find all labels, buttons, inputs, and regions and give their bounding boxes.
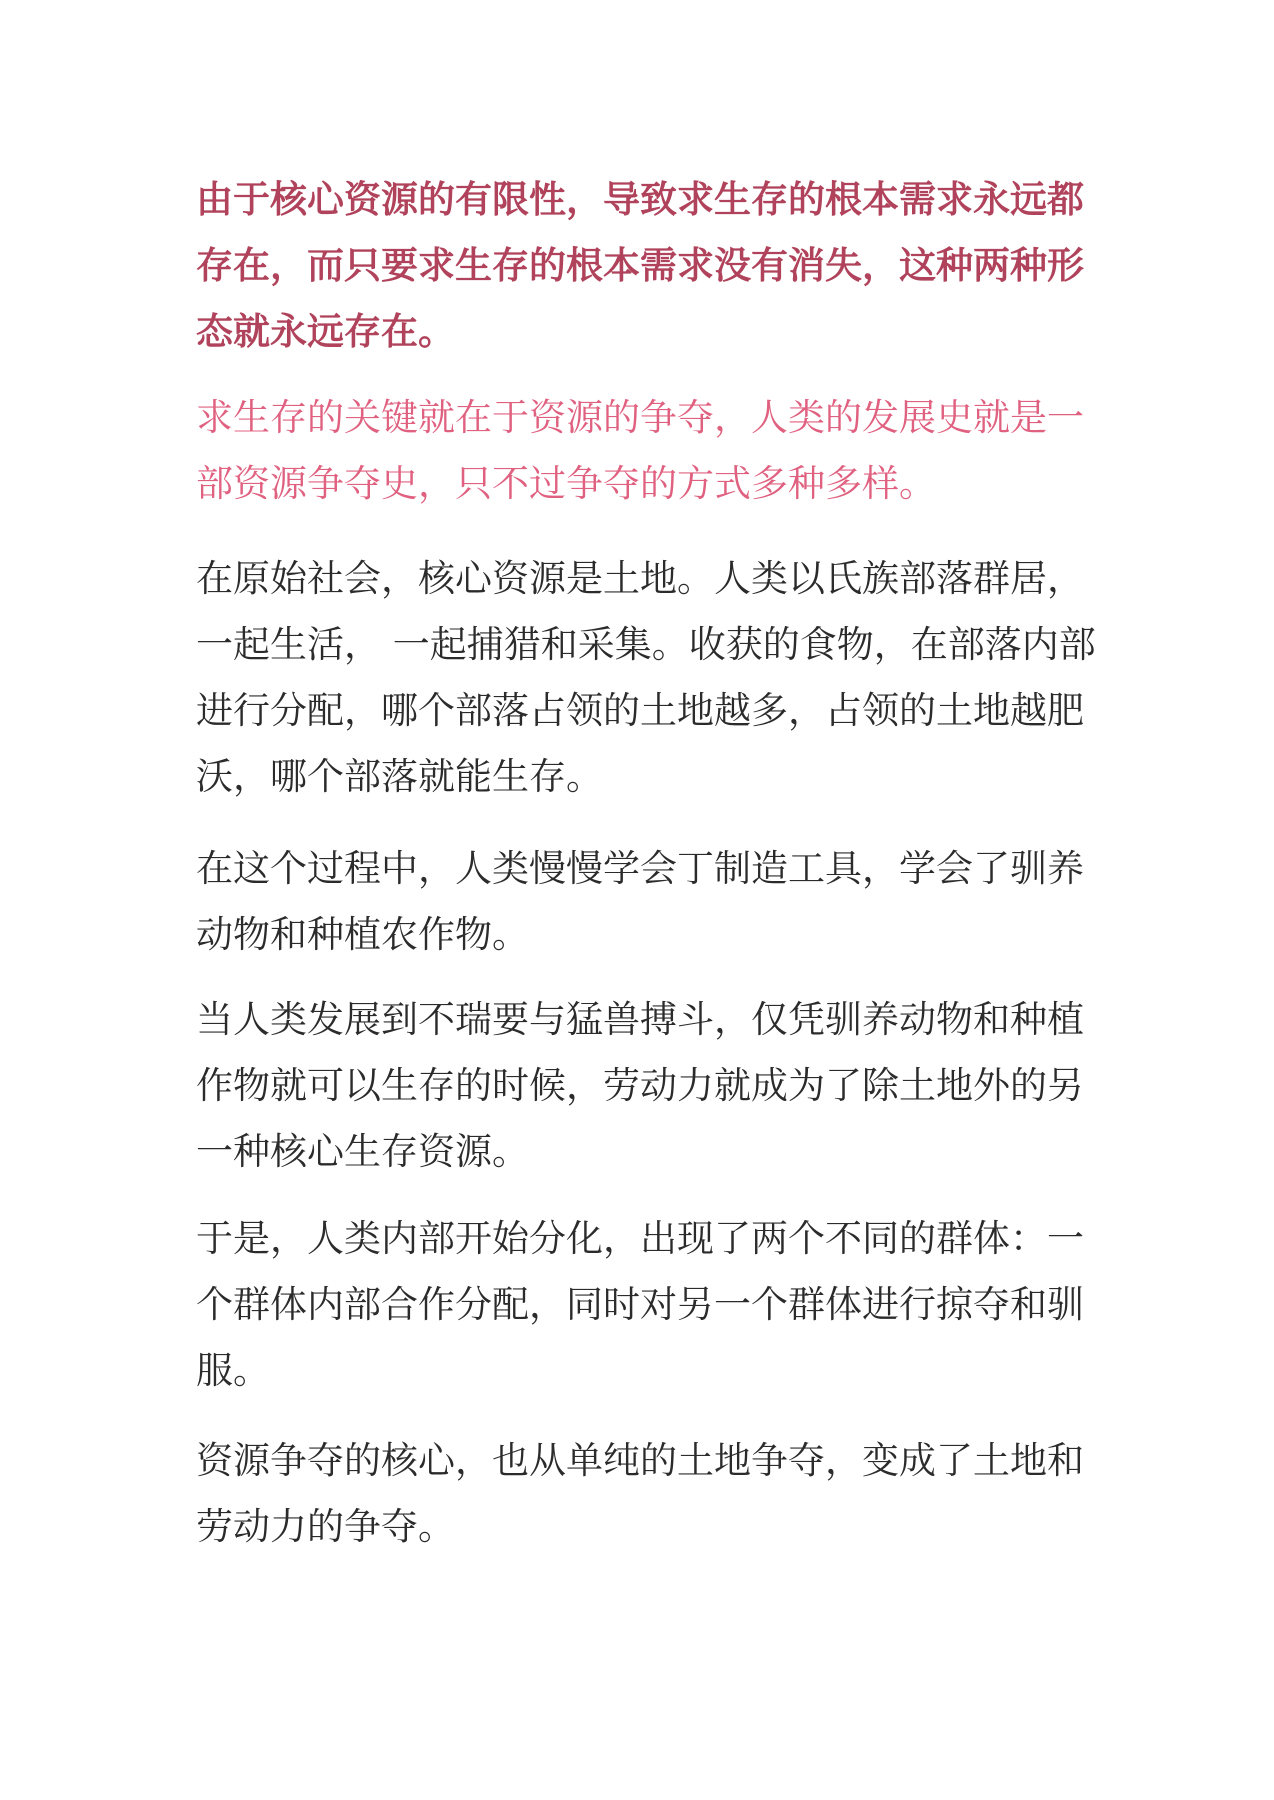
body-paragraph-3: 当人类发展到不瑞要与猛兽搏斗，仅凭驯养动物和种植作物就可以生存的时候，劳动力就成为了除土地外的另一种核心生存资源。	[196, 998, 1084, 1173]
body-paragraph-5: 资源争夺的核心，也从单纯的土地争夺，变成了土地和劳动力的争夺。	[196, 1439, 1084, 1548]
body-paragraph-4: 于是，人类内部开始分化，出现了两个不同的群体：一个群体内部合作分配，同时对另一个群体进行掠夺和驯服。	[196, 1217, 1084, 1392]
highlighted-paragraph-1: 由于核心资源的有限性，导致求生存的根本需求永远都存在，而只要求生存的根本需求没有消失，这种两种形态就永远存在。	[196, 178, 1084, 353]
body-paragraph-2: 在这个过程中，人类慢慢学会丁制造工具，学会了驯养动物和种植农作物。	[196, 847, 1084, 956]
highlighted-paragraph-2: 求生存的关键就在于资源的争夺，人类的发展史就是一部资源争夺史，只不过争夺的方式多种多样。	[196, 396, 1084, 505]
body-paragraph-1: 在原始社会，核心资源是土地。人类以氏族部落群居，一起生活， 一起捕猎和采集。收获的食物，在部落内部进行分配，哪个部落占领的土地越多，占领的土地越肥沃，哪个部落就能生存。	[196, 557, 1096, 798]
